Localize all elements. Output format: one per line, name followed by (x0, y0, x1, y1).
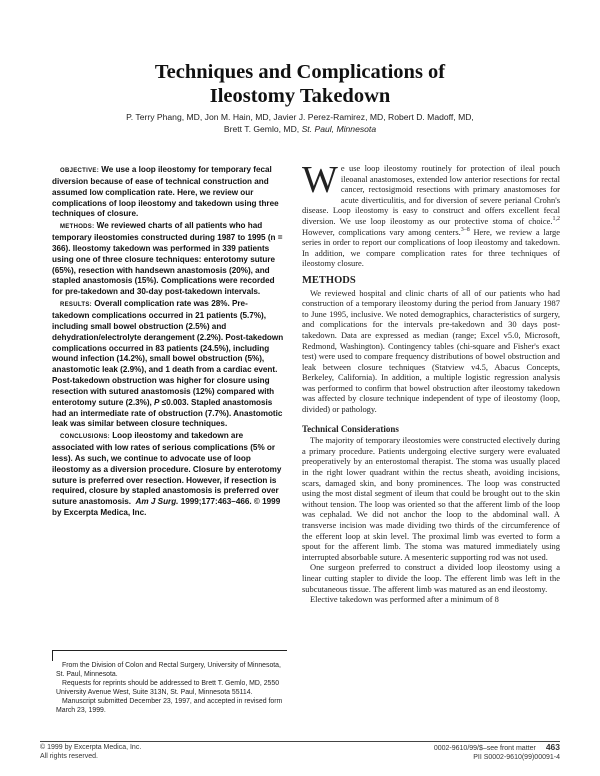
conclusions-label: CONCLUSIONS: (60, 434, 110, 441)
intro-text-a: e use loop ileostomy routinely for protection of ileal pouch ileoanal anastomoses, extended low anterior resections for rectal cancer, rectosigmoid resections with primary anastomoses for acute diverticulitis, and for diversion of severe perianal Crohn's disease. Loop ileostomy is easy to construct and offers excellent fecal diversion. We use loop ileostomy as our protective stoma of choice. (302, 163, 560, 226)
methods-text: We reviewed charts of all patients who had temporary ileostomies constructed during 1987 to 1995 (n = 366). Ileostomy takedown was performed in 339 patients using one of three closure techniques: enterotomy suture (65%), resection with handsewn anastomosis (20%), and stapled anastomosis (15%). Complications were recorded for pre-takedown and 30-day post-takedown intervals. (52, 221, 283, 297)
body-column (302, 159, 560, 605)
rights-line: All rights reserved. (40, 753, 98, 760)
affiliation-manuscript: Manuscript submitted December 23, 1997, and accepted in revised form March 23, 1999. (56, 698, 283, 714)
methods-paragraph: We reviewed hospital and clinic charts of all of our patients who had construction of a temporary ileostomy during the period from January 1987 to June 1995, inclusive. We noted demographics, characteristics of surgery, and complications for the intervals pre-takedown and 30 days post-takedown. Data are expressed as median (range; Excel v5.0, Microsoft, Redmond, Washington). Contingency tables (chi-square and Fisher's exact test) were used to compare frequency distributions of bowel obstruction and leak between closure techniques (Statview v4.5, Abacus Concepts, Berkeley, California). In addition, a multiple logistic regression analysis was performed to confirm that bowel obstruction after ileostomy takedown was affected by closure technique independent of type of ileostomy (loop, divided) or pathology. (302, 287, 560, 415)
citation-journal: Am J Surg. (135, 497, 179, 507)
abstract-objective (52, 165, 284, 220)
objective-text: We use a loop ileostomy for temporary fecal diversion because of ease of technical construction and assumed low complication rate. Here, we review our complications of loop ileostomy and takedown using three techniques of closure. (52, 165, 279, 219)
results-label: RESULTS: (60, 302, 92, 309)
affiliation-division: From the Division of Colon and Rectal Surgery, University of Minnesota, St. Paul, Minnesota. (56, 662, 281, 678)
technical-heading: Technical Considerations (302, 423, 399, 434)
author-list (60, 111, 540, 135)
article-title (0, 60, 600, 108)
footer-divider (40, 741, 560, 742)
intro-text-b: However, complications vary among centers. (302, 226, 461, 237)
affiliation-reprints: Requests for reprints should be addressed to Brett T. Gemlo, MD, 2550 University Avenue West, Suite 313N, St. Paul, Minnesota 55114. (56, 680, 280, 696)
authors-last-name: Brett T. Gemlo, MD, (223, 124, 300, 134)
objective-label: OBJECTIVE: (60, 168, 100, 174)
footer-copyright (40, 743, 141, 761)
abstract (52, 165, 284, 520)
affiliation-note (56, 657, 284, 715)
conclusions-text: Loop ileostomy and takedown are associated with low rates of serious complications (5% or less). As such, we continue to advocate use of loop ileostomy as a diversion procedure. Closure by enterotomy suture is preferred over resection. However, if resection is required, closure by stapled anastomosis is preferred over suture anastomosis. (52, 431, 282, 507)
methods-label: METHODS: (60, 224, 95, 231)
page-number: 463 (545, 742, 560, 752)
technical-paragraph-3: Elective takedown was performed after a minimum of 8 (310, 594, 499, 605)
abstract-conclusions (52, 431, 284, 519)
footer-identifiers (434, 743, 560, 762)
drop-cap: W (302, 159, 338, 201)
title-line-1: Techniques and Complications of (154, 61, 446, 83)
technical-paragraph-1: The majority of temporary ileostomies were constructed electively during a primary procedure. Patients undergoing elective surgery were evaluated preoperatively by an enterostomal therapist. The stoma was usually placed in the right lower quadrant within the rectus sheath, avoiding incisions, scars, damaged skin, and bony prominences. The loop was constructed using the most distal segment of ileum that could be brought out to the skin without tension. The loop was oriented so that the afferent limb of the loop was cephalad. We did not anchor the loop to the abdominal wall. A transverse incision was made dividing two thirds of the circumference of the efferent loop at skin level. The proximal limb was everted to form a spout for the afferent limb. The stoma was matured immediately using interrupted absorbable suture. A mesenteric supporting rod was not used. (302, 435, 560, 562)
results-text: Overall complication rate was 28%. Pre-takedown complications occurred in 21 patients (5.7%), including small bowel obstruction (2.5%) and dehydration/electrolyte derangement (2.2%). Post-takedown complications occurred in 83 patients (24.5%), including wound infection (14.2%), small bowel obstruction (5%), anastomotic leak (2.9%), and 1 death from a cardiac event. Post-takedown obstruction was higher for closure using resection with sutured anastomosis (12%) compared with enterotomy suture (2.3%), (52, 299, 284, 407)
abstract-results (52, 299, 284, 430)
results-tail: ≤0.003. Stapled anastomosis had an intermediate rate of obstruction (7.7%). Anastomotic leak was similar between closure techniques. (52, 397, 283, 429)
pii-line: PII S0002-9610(99)00091-4 (473, 754, 560, 761)
authors-location: St. Paul, Minnesota (301, 124, 377, 134)
abstract-methods (52, 221, 284, 298)
title-line-2: Ileostomy Takedown (209, 85, 391, 107)
authors-line-2 (60, 123, 540, 135)
citation-details: 1999;177:463–466. © 1999 by Excerpta Medica, Inc. (52, 497, 281, 518)
intro-text-c: Here, we review a large series in order to report our complications of loop ileostomy and takedown. In addition, we compare complication rates for three techniques of ileostomy closure. (302, 226, 560, 269)
results-p-symbol: P (154, 397, 160, 407)
copyright-line: © 1999 by Excerpta Medica, Inc. (40, 744, 142, 751)
intro-paragraph (302, 159, 560, 269)
issn-line (434, 743, 560, 753)
intro-ref-1: 1,2 (552, 216, 560, 223)
issn-text: 0002-9610/99/$–see front matter (433, 745, 536, 752)
authors-line-1: P. Terry Phang, MD, Jon M. Hain, MD, Javier J. Perez-Ramirez, MD, Robert D. Madoff, MD, (126, 112, 474, 122)
intro-ref-2: 3–8 (460, 226, 470, 233)
methods-heading: METHODS (302, 274, 356, 286)
technical-paragraph-2: One surgeon preferred to construct a divided loop ileostomy using a linear cutting stapler to divide the loop. The efferent limb was left in the subcutaneous tissue. The afferent limb was matured as an end ileostomy. (302, 562, 560, 594)
